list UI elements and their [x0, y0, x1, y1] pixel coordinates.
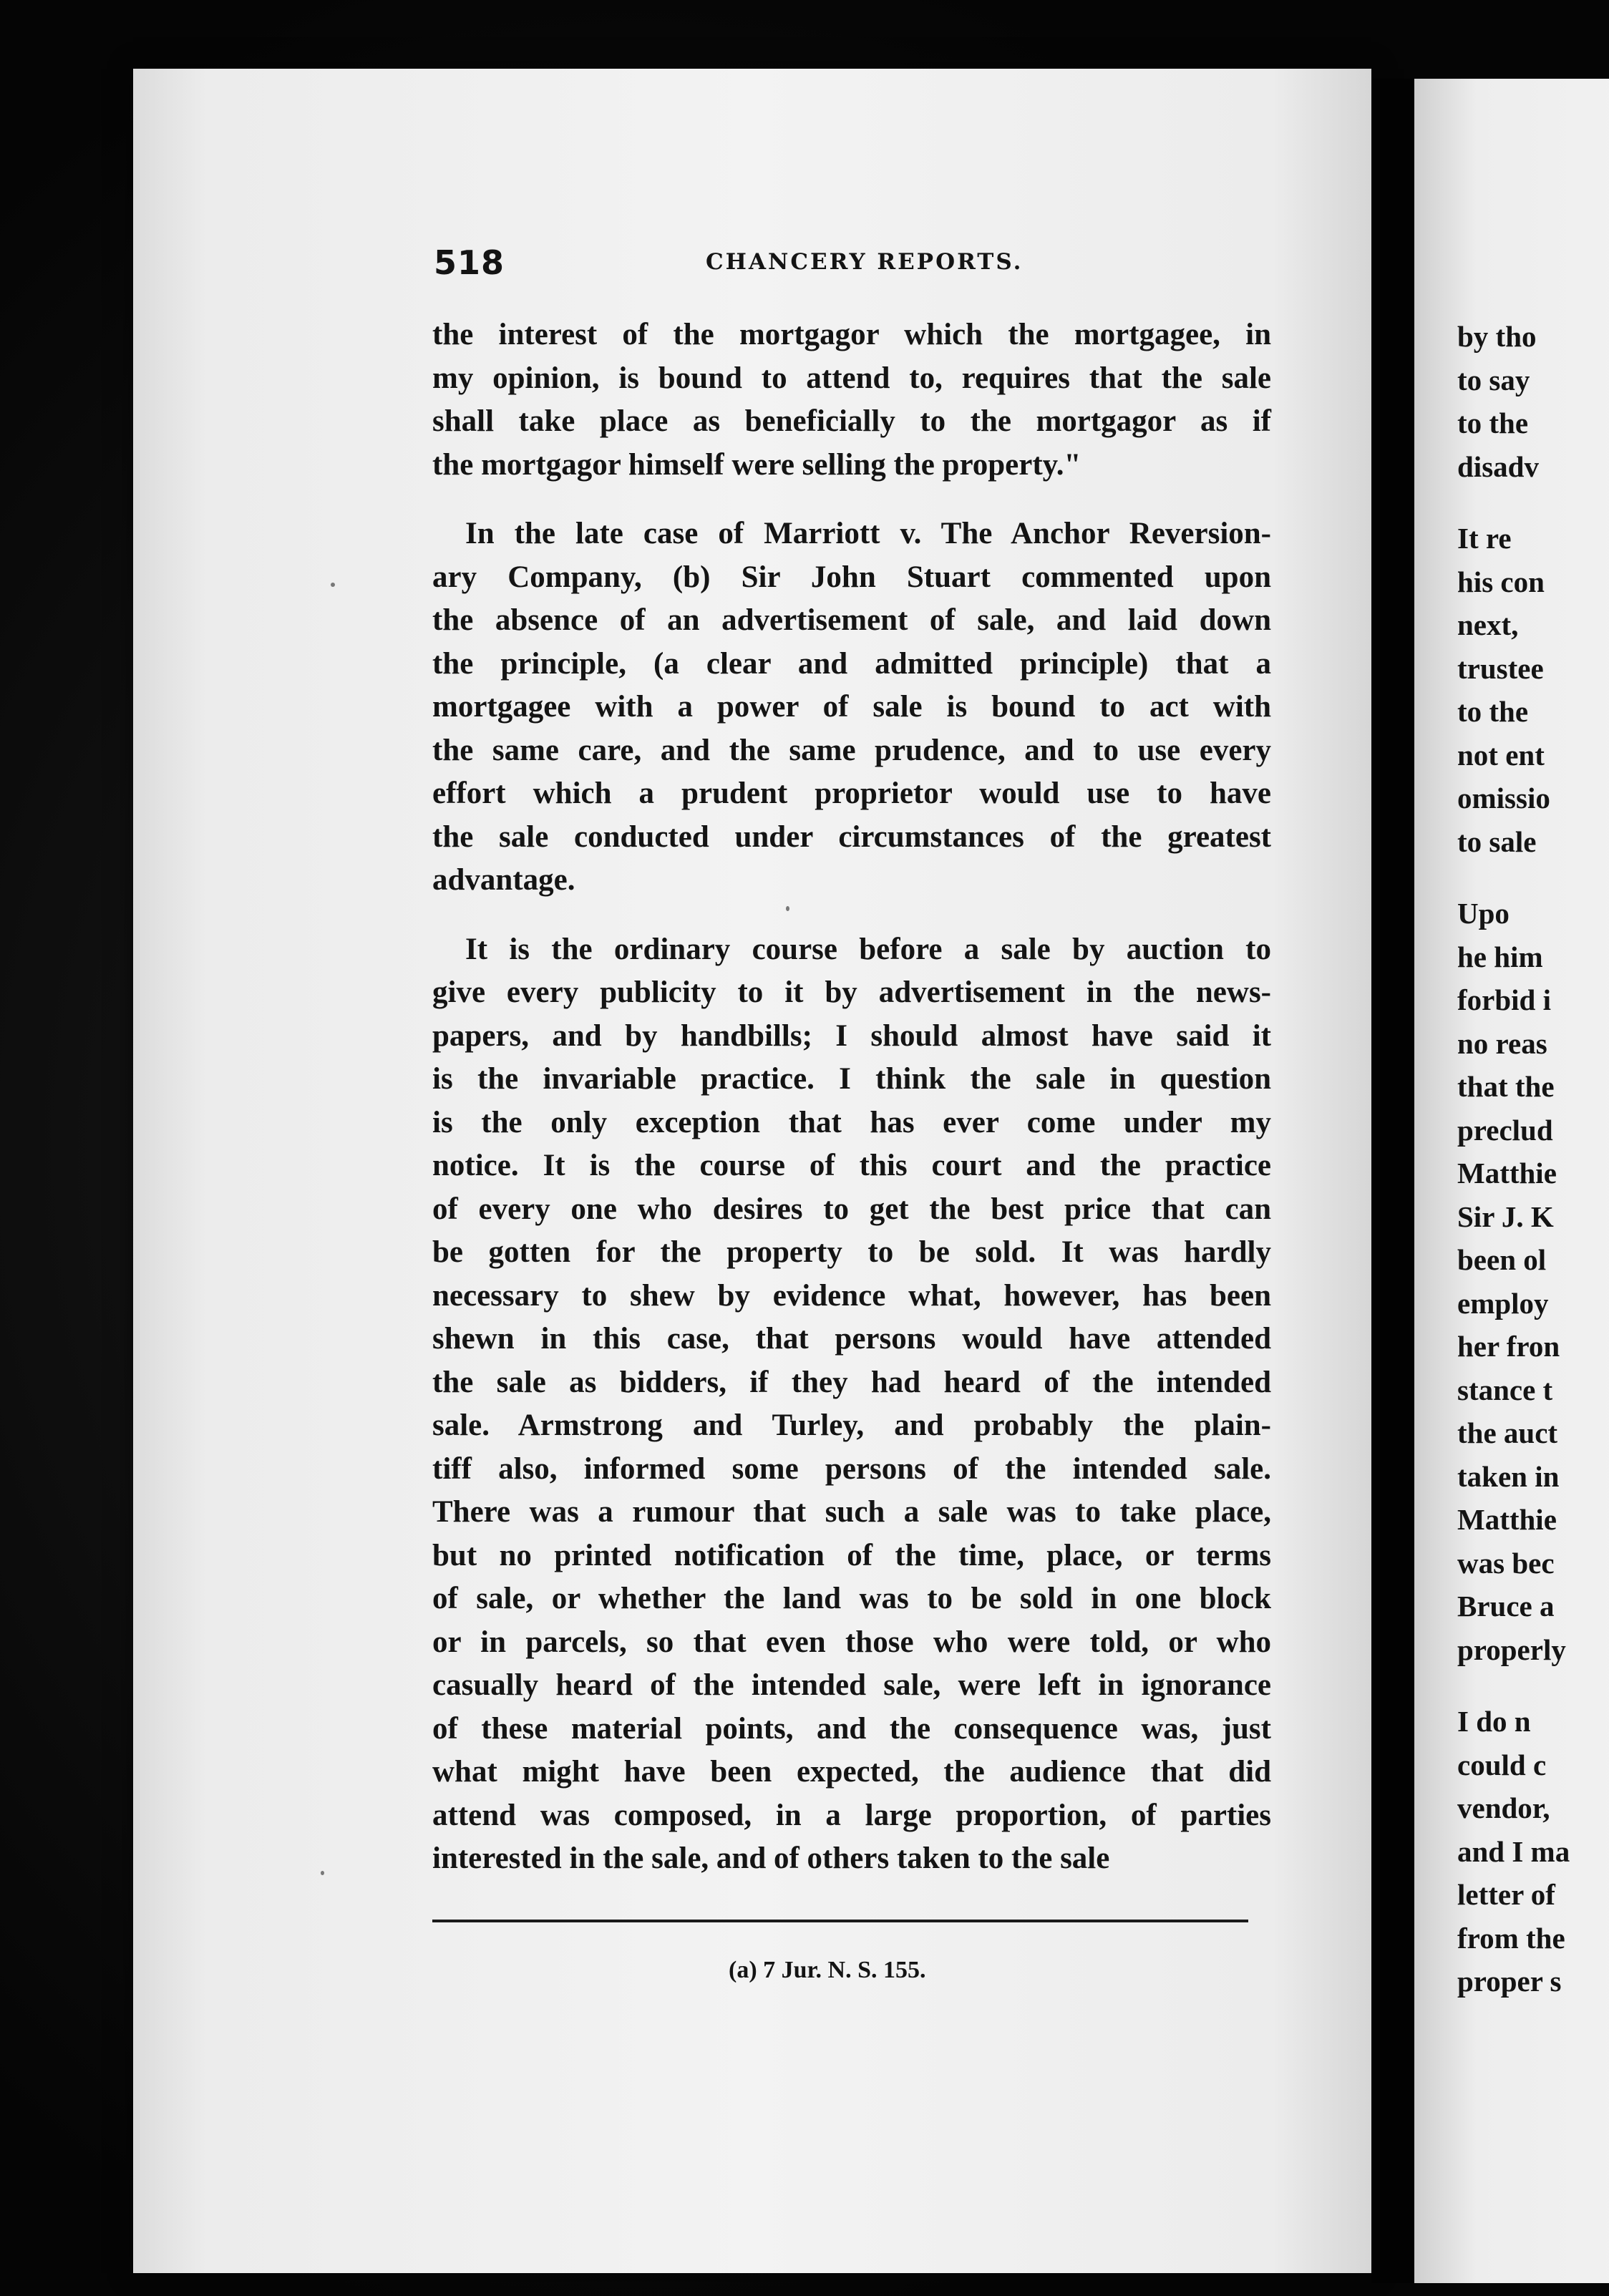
right-page-line: no reas — [1457, 1026, 1547, 1060]
text-line: of every one who desires to get the best price that can — [432, 1192, 1271, 1226]
right-page-line: could c — [1457, 1748, 1547, 1781]
right-page-line: Bruce a — [1457, 1590, 1555, 1623]
text-line: what might have been expected, the audience that did — [432, 1755, 1271, 1789]
right-page-line: next, — [1457, 608, 1519, 641]
text-line: the interest of the mortgagor which the mortgagee, in — [432, 318, 1271, 351]
right-page-line: forbid i — [1457, 983, 1551, 1016]
page-number: 518 — [434, 243, 505, 282]
book-gutter — [1371, 79, 1414, 2283]
text-line: the mortgagor himself were selling the property." — [432, 447, 1081, 482]
text-line: the sale conducted under circumstances of the greatest — [432, 819, 1271, 854]
text-line: necessary to shew by evidence what, however, has been — [432, 1278, 1271, 1313]
right-page-line: employ — [1457, 1286, 1549, 1320]
right-page-line: been ol — [1457, 1243, 1547, 1276]
right-page-line: Matthie — [1457, 1157, 1557, 1190]
text-line: is the invariable practice. I think the sale in question — [432, 1062, 1271, 1096]
right-page-line: that the — [1457, 1070, 1555, 1103]
right-page-line: and I ma — [1457, 1834, 1570, 1868]
text-line: In the late case of Marriott v. The Anchor Reversion- — [465, 517, 1271, 550]
right-page — [1414, 79, 1609, 2283]
text-line: or in parcels, so that even those who were told, or who — [432, 1625, 1271, 1659]
text-line: mortgagee with a power of sale is bound to act with — [432, 690, 1271, 724]
right-page-line: omissio — [1457, 782, 1550, 814]
right-page-line: Upo — [1457, 897, 1510, 930]
text-line: the principle, (a clear and admitted principle) that a — [432, 646, 1271, 681]
right-page-line: his con — [1457, 565, 1545, 598]
footnote-rule — [432, 1920, 1248, 1922]
right-page-line: proper s — [1457, 1965, 1562, 1998]
text-line: effort which a prudent proprietor would use to have — [432, 777, 1271, 810]
text-line: interested in the sale, and of others taken to the sale — [432, 1842, 1110, 1875]
text-line: shewn in this case, that persons would have attended — [432, 1322, 1271, 1356]
right-page-line: was bec — [1457, 1546, 1555, 1580]
right-page-line: from the — [1457, 1921, 1565, 1955]
right-page-line: I do n — [1457, 1705, 1531, 1738]
right-page-line: he him — [1457, 940, 1543, 973]
footnote: (a) 7 Jur. N. S. 155. — [729, 1957, 926, 1983]
paragraph-gap — [432, 903, 1271, 928]
paragraph-gap — [1457, 1671, 1570, 1700]
text-line: sale. Armstrong and Turley, and probably the plain- — [432, 1409, 1271, 1442]
text-line: is the only exception that has ever come under my — [432, 1105, 1271, 1139]
paragraph-gap — [1457, 863, 1570, 892]
text-line: but no printed notification of the time, place, or terms — [432, 1538, 1271, 1572]
right-page-line: preclud — [1457, 1113, 1553, 1147]
text-line: be gotten for the property to be sold. It was hardly — [432, 1235, 1271, 1269]
text-line: of these material points, and the consequence was, just — [432, 1711, 1271, 1746]
right-page-line: Matthie — [1457, 1503, 1557, 1536]
text-line: attend was composed, in a large proportion, of parties — [432, 1798, 1271, 1832]
right-page-line: to the — [1457, 695, 1529, 728]
right-page-line: vendor, — [1457, 1791, 1550, 1824]
body-text — [432, 313, 1271, 1881]
right-page-line: It re — [1457, 522, 1512, 555]
text-line: shall take place as beneficially to the mortgagor as if — [432, 404, 1271, 438]
right-page-line: not ent — [1457, 738, 1545, 772]
right-page-line: stance t — [1457, 1373, 1553, 1406]
scan-speck — [331, 583, 335, 587]
paragraph-gap — [432, 487, 1271, 512]
text-line: the absence of an advertisement of sale, and laid down — [432, 603, 1271, 637]
text-line: tiff also, informed some persons of the intended sale. — [432, 1451, 1271, 1486]
paragraph — [432, 928, 1271, 1881]
scan-speck — [321, 1871, 324, 1875]
right-page-text — [1457, 315, 1570, 2003]
right-page-line: disadv — [1457, 449, 1539, 483]
text-line: papers, and by handbills; I should almost have said it — [432, 1018, 1271, 1053]
text-line: ary Company, (b) Sir John Stuart commented upon — [432, 560, 1271, 594]
paragraph — [432, 512, 1271, 903]
right-page-line: her fron — [1457, 1330, 1560, 1363]
right-page-line: trustee — [1457, 651, 1544, 685]
right-page-line: to sale — [1457, 824, 1537, 858]
text-line: There was a rumour that such a sale was to take place, — [432, 1495, 1271, 1529]
text-line: give every publicity to it by advertisement in the news- — [432, 976, 1271, 1009]
page-header — [434, 243, 1271, 286]
paragraph — [432, 313, 1271, 487]
right-page-line: letter of — [1457, 1878, 1555, 1911]
text-line: of sale, or whether the land was to be sold in one block — [432, 1582, 1271, 1615]
text-line: the sale as bidders, if they had heard of the intended — [432, 1365, 1271, 1399]
text-line: casually heard of the intended sale, were left in ignorance — [432, 1668, 1271, 1702]
right-page-line: the auct — [1457, 1416, 1558, 1449]
paragraph-gap — [1457, 488, 1570, 517]
right-page-line: by tho — [1457, 320, 1537, 353]
right-page-line: taken in — [1457, 1459, 1560, 1493]
right-page-line: to say — [1457, 363, 1530, 397]
running-head: CHANCERY REPORTS. — [706, 249, 1024, 275]
right-page-line: properly — [1457, 1633, 1566, 1666]
text-line: the same care, and the same prudence, and to use every — [432, 733, 1271, 767]
scan-speck — [786, 906, 789, 911]
text-line: It is the ordinary course before a sale by auction to — [465, 932, 1271, 966]
text-line: notice. It is the course of this court and the practice — [432, 1149, 1271, 1182]
right-page-line: Sir J. K — [1457, 1200, 1554, 1233]
right-page-line: to the — [1457, 407, 1529, 439]
text-line: advantage. — [432, 863, 575, 897]
text-line: my opinion, is bound to attend to, requires that the sale — [432, 361, 1271, 395]
